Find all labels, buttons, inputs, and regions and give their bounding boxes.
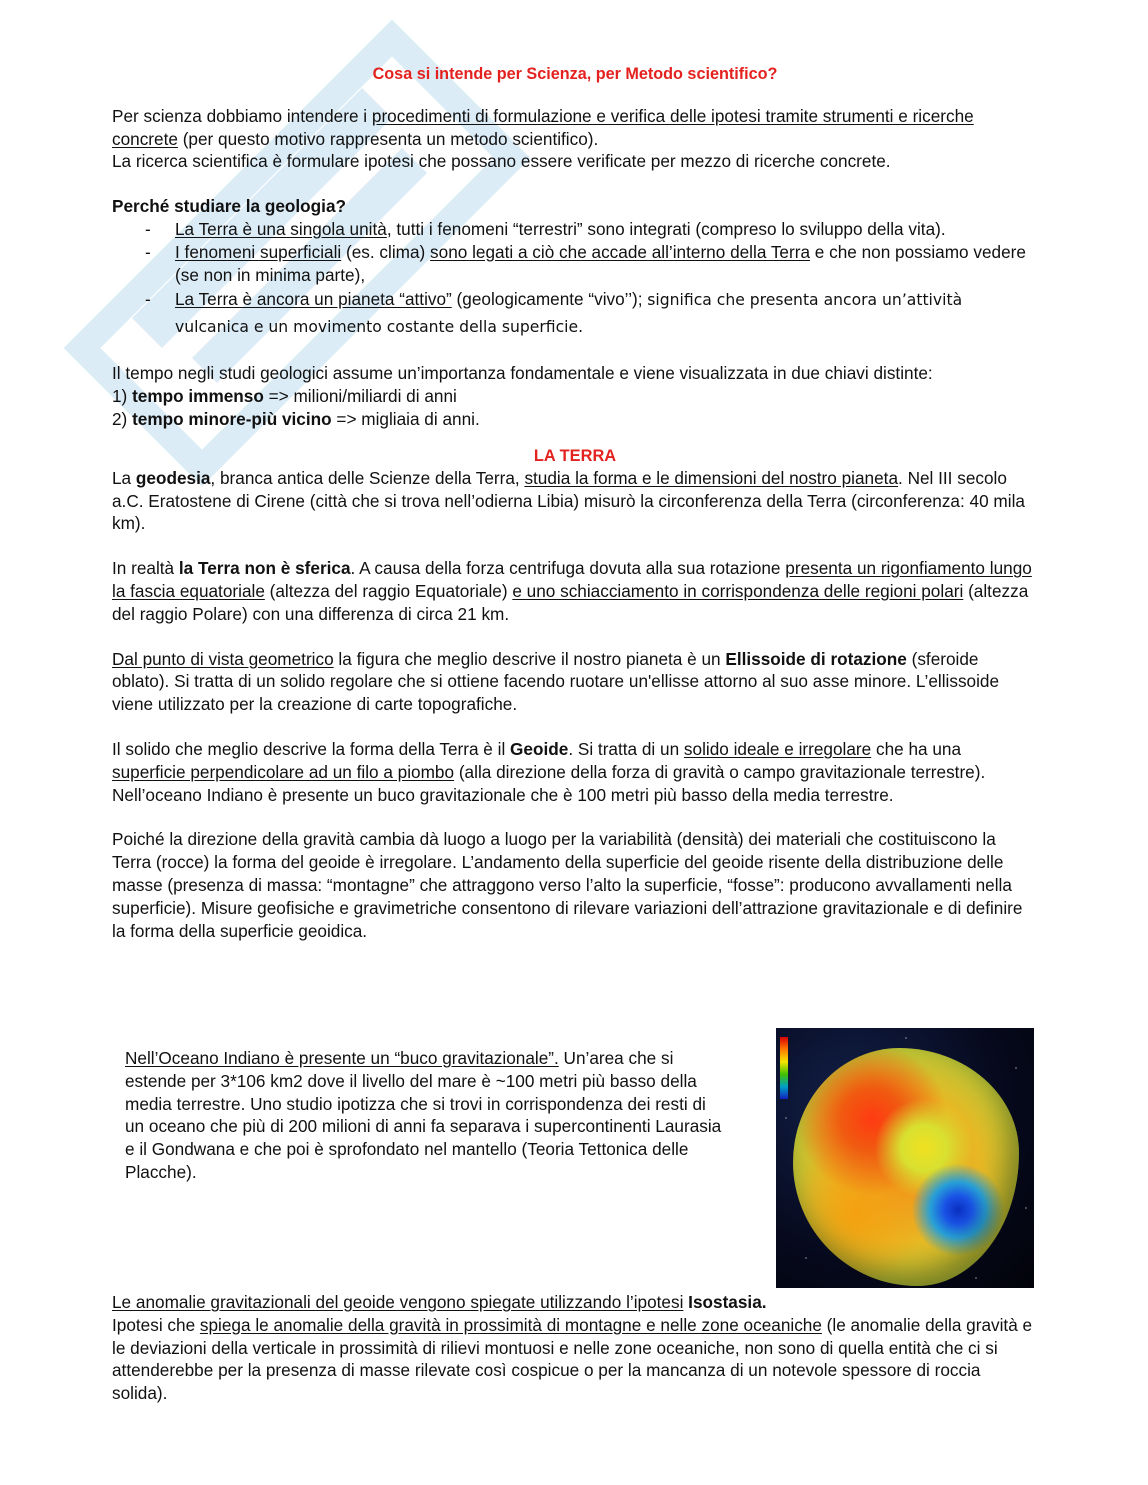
ellipsoid-paragraph: Dal punto di vista geometrico la figura che meglio descrive il nostro pianeta è un Ellissoide di rotazione (sferoide oblato). Si tratta di un solido regolare che si ottiene facendo ruotare un'ellisse attorno al suo asse minore. L’ellissoide viene utilizzato per la creazione di carte topografiche. xyxy=(112,648,1000,715)
isostasy-paragraph: Ipotesi che spiega le anomalie della gravità in prossimità di montagne e nelle zone oceaniche (le anomalie della gravità e le deviazioni della verticale in prossimità di rilievi montuosi e nelle zone oceaniche, non sono di quella entità che ci si attenderebbe per la presenza di masse rilevate così cospicue o per la mancanza di un notevole spessore di roccia solida). xyxy=(112,1314,1033,1404)
geoid-paragraph: Il solido che meglio descrive la forma della Terra è il Geoide. Si tratta di un solido ideale e irregolare che ha una superficie perpendicolare ad un filo a piombo (alla direzione della forza di gravità o campo gravitazionale terrestre). xyxy=(112,738,986,782)
section-heading-why: Perché studiare la geologia? xyxy=(112,196,347,217)
isostasy-heading: Le anomalie gravitazionali del geoide vengono spiegate utilizzando l’ipotesi Isostasia. xyxy=(112,1292,767,1312)
geodesia-paragraph: La geodesia, branca antica delle Scienze della Terra, studia la forma e le dimensioni del nostro pianeta. Nel III secolo a.C. Eratostene di Cirene (città che si trova nell’odierna Libia) misurò la circonferenza della Terra (circonferenza: 40 mila km). xyxy=(112,467,1025,534)
page-title: Cosa si intende per Scienza, per Metodo scientifico? xyxy=(372,65,778,83)
list-item: - La Terra è una singola unità, tutti i fenomeni “terrestri” sono integrati (compreso lo sviluppo della vita). xyxy=(145,218,946,239)
indian-ocean-paragraph: Nell’oceano Indiano è presente un buco gravitazionale che è 100 metri più basso della media terrestre. xyxy=(112,784,894,805)
list-item: - La Terra è ancora un pianeta “attivo” (geologicamente “vivo’’); significa che presenta ancora un’attività vulcanica e un movimento costante della superficie. xyxy=(145,289,963,337)
time-item-1: 1) tempo immenso => milioni/miliardi di anni xyxy=(112,386,457,407)
isostasy-section xyxy=(112,1291,1038,1405)
gravity-paragraph: Poiché la direzione della gravità cambia dà luogo a luogo per la variabilità (densità) dei materiali che costituiscono la Terra (rocce) la forma del geoide è irregolare. L’andamento della superficie del geoide risente della distribuzione delle masse (presenza di massa: “montagne” che attraggono verso l’alto la superficie, “fosse”: producono avvallamenti nella superficie). Misure geofisiche e gravimetriche consentono di rilevare variazioni dell’attrazione gravitazionale e di definire la forma della superficie geoidica. xyxy=(112,829,1023,941)
time-paragraph: Il tempo negli studi geologici assume un’importanza fondamentale e viene visualizzata in due chiavi distinte: xyxy=(112,363,933,384)
color-scale-legend xyxy=(780,1037,788,1099)
main-content xyxy=(112,63,1038,942)
intro-paragraph-2: La ricerca scientifica è formulare ipotesi che possano essere verificate per mezzo di ricerche concrete. xyxy=(112,151,891,172)
time-item-2: 2) tempo minore-più vicino => migliaia di anni. xyxy=(112,408,480,429)
geoid-caption: Nell’Oceano Indiano è presente un “buco gravitazionale”. Un’area che si estende per 3*106 km2 dove il livello del mare è ~100 metri più basso della media terrestre. Uno studio ipotizza che si trovi in corrispondenza dei resti di un oceano che più di 200 milioni di anni fa separava i supercontinenti Laurasia e il Gondwana e che poi è sprofondato nel mantello (Teoria Tettonica delle Placche). xyxy=(125,1048,722,1182)
list-item: - I fenomeni superficiali (es. clima) sono legati a ciò che accade all’interno della Terra e che non possiamo vedere (se non in minima parte), xyxy=(145,241,1026,285)
geoid-globe-image xyxy=(776,1028,1034,1288)
section-heading-terra: LA TERRA xyxy=(533,446,617,465)
intro-paragraph: Per scienza dobbiamo intendere i procedimenti di formulazione e verifica delle ipotesi tramite strumenti e ricerche concrete (per questo motivo rappresenta un metodo scientifico). xyxy=(112,105,974,149)
shape-paragraph: In realtà la Terra non è sferica. A causa della forza centrifuga dovuta alla sua rotazione presenta un rigonfiamento lungo la fascia equatoriale (altezza del raggio Equatoriale) e uno schiacciamento in corrispondenza delle regioni polari (altezza del raggio Polare) con una differenza di circa 21 km. xyxy=(112,558,1032,624)
reasons-list xyxy=(112,218,1038,340)
geoid-caption-box xyxy=(125,1047,725,1184)
